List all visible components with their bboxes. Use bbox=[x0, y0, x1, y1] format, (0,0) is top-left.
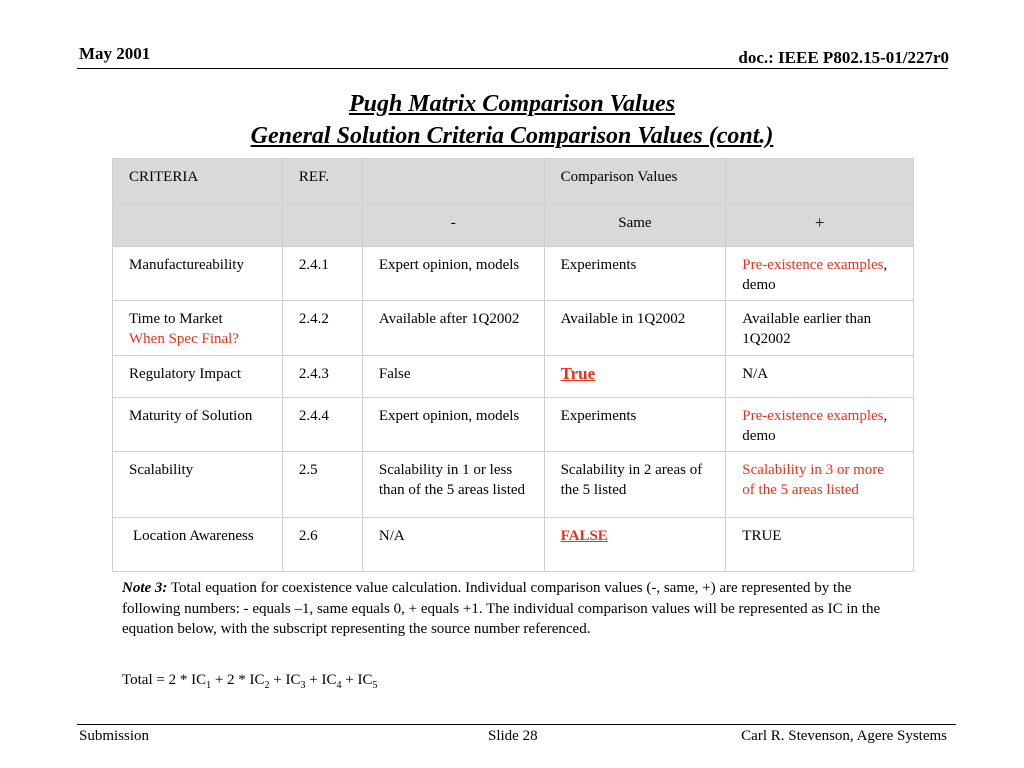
cell-same bbox=[544, 518, 726, 572]
plus-red-text: Pre-existence examples bbox=[742, 408, 884, 424]
cell-same: Available in 1Q2002 bbox=[544, 301, 726, 356]
cell-plus bbox=[726, 518, 914, 572]
plus-red-text: Scalability in 3 or more of the 5 areas listed bbox=[742, 462, 884, 498]
footer-submission: Submission bbox=[79, 728, 150, 744]
cell-minus: Scalability in 1 or less than of the 5 areas listed bbox=[362, 452, 544, 518]
cell-minus: Expert opinion, models bbox=[362, 398, 544, 452]
cell-ref: 2.6 bbox=[282, 518, 362, 572]
cell-criteria bbox=[113, 301, 283, 356]
cell-plus bbox=[726, 247, 914, 301]
eq-term-3: + IC bbox=[269, 672, 301, 688]
footer-slide-number: Slide 28 bbox=[488, 728, 538, 744]
subheader-minus: - bbox=[362, 205, 544, 247]
header-ref: REF. bbox=[282, 159, 362, 205]
header-col5 bbox=[726, 159, 914, 205]
subheader-plus: + bbox=[726, 205, 914, 247]
header-doc-id: doc.: IEEE P802.15-01/227r0 bbox=[738, 48, 949, 67]
cell-same: Scalability in 2 areas of the 5 listed bbox=[544, 452, 726, 518]
criteria-text: Manufactureability bbox=[129, 257, 244, 273]
header-comparison-values: Comparison Values bbox=[544, 159, 726, 205]
cell-ref: 2.5 bbox=[282, 452, 362, 518]
cell-plus bbox=[726, 452, 914, 518]
cell-criteria bbox=[113, 247, 283, 301]
cell-same bbox=[544, 356, 726, 398]
criteria-text: Regulatory Impact bbox=[129, 366, 242, 382]
subheader-same: Same bbox=[544, 205, 726, 247]
subheader-col1 bbox=[113, 205, 283, 247]
eq-prefix: Total = 2 * IC bbox=[122, 672, 207, 688]
header-col3 bbox=[362, 159, 544, 205]
eq-term-2: + 2 * IC bbox=[211, 672, 265, 688]
criteria-text: Time to Market bbox=[129, 311, 223, 327]
cell-criteria bbox=[113, 452, 283, 518]
table-row bbox=[113, 518, 914, 572]
note-text: Total equation for coexistence value calculation. Individual comparison values (-, same, +) are represented by the following numbers: - equals –1, same equals 0, + equals +1. The individual comparison values will be represented as IC in the equation below, with the subscript representing the source number referenced. bbox=[122, 580, 881, 637]
eq-sub-2: 2 bbox=[264, 680, 270, 691]
table-row bbox=[113, 398, 914, 452]
plus-text: TRUE bbox=[742, 528, 782, 544]
cell-minus: Expert opinion, models bbox=[362, 247, 544, 301]
cell-minus: False bbox=[362, 356, 544, 398]
table-row bbox=[113, 452, 914, 518]
cell-ref: 2.4.3 bbox=[282, 356, 362, 398]
eq-sub-5: 5 bbox=[372, 680, 378, 691]
header-divider bbox=[77, 68, 948, 69]
table-row bbox=[113, 301, 914, 356]
criteria-text: Maturity of Solution bbox=[129, 408, 253, 424]
title-line-1: Pugh Matrix Comparison Values bbox=[348, 91, 676, 117]
criteria-text: Location Awareness bbox=[133, 528, 254, 544]
note-label: Note 3: bbox=[122, 580, 168, 596]
footer-author: Carl R. Stevenson, Agere Systems bbox=[741, 728, 947, 744]
table-row bbox=[113, 247, 914, 301]
header-criteria: CRITERIA bbox=[113, 159, 283, 205]
title-line-2: General Solution Criteria Comparison Values (cont.) bbox=[250, 123, 774, 149]
table-subheader-row bbox=[113, 205, 914, 247]
header-date: May 2001 bbox=[79, 44, 151, 63]
criteria-red-note: When Spec Final? bbox=[129, 331, 239, 347]
cell-plus bbox=[726, 301, 914, 356]
cell-same: Experiments bbox=[544, 247, 726, 301]
eq-sub-3: 3 bbox=[300, 680, 306, 691]
plus-text: , demo bbox=[742, 257, 888, 293]
eq-term-4: + IC bbox=[305, 672, 337, 688]
cell-ref: 2.4.4 bbox=[282, 398, 362, 452]
cell-plus bbox=[726, 398, 914, 452]
cell-same: Experiments bbox=[544, 398, 726, 452]
total-equation bbox=[122, 672, 377, 691]
plus-red-text: Pre-existence examples bbox=[742, 257, 884, 273]
eq-term-5: + IC bbox=[341, 672, 373, 688]
plus-text: , demo bbox=[742, 408, 888, 444]
table-header-row bbox=[113, 159, 914, 205]
cell-criteria bbox=[113, 518, 283, 572]
cell-criteria bbox=[113, 356, 283, 398]
plus-text: Available earlier than 1Q2002 bbox=[742, 311, 872, 347]
cell-minus: Available after 1Q2002 bbox=[362, 301, 544, 356]
cell-ref: 2.4.1 bbox=[282, 247, 362, 301]
same-false-highlight: FALSE bbox=[560, 528, 608, 544]
same-true-highlight: True bbox=[560, 364, 596, 383]
subheader-col2 bbox=[282, 205, 362, 247]
eq-sub-4: 4 bbox=[336, 680, 342, 691]
note-paragraph bbox=[122, 578, 882, 640]
pugh-matrix-table bbox=[112, 158, 914, 572]
plus-text: N/A bbox=[742, 366, 769, 382]
criteria-text: Scalability bbox=[129, 462, 194, 478]
cell-criteria bbox=[113, 398, 283, 452]
eq-sub-1: 1 bbox=[206, 680, 212, 691]
cell-plus bbox=[726, 356, 914, 398]
table-row bbox=[113, 356, 914, 398]
page-title bbox=[0, 88, 1024, 152]
cell-minus: N/A bbox=[362, 518, 544, 572]
footer-divider bbox=[77, 724, 956, 725]
cell-ref: 2.4.2 bbox=[282, 301, 362, 356]
